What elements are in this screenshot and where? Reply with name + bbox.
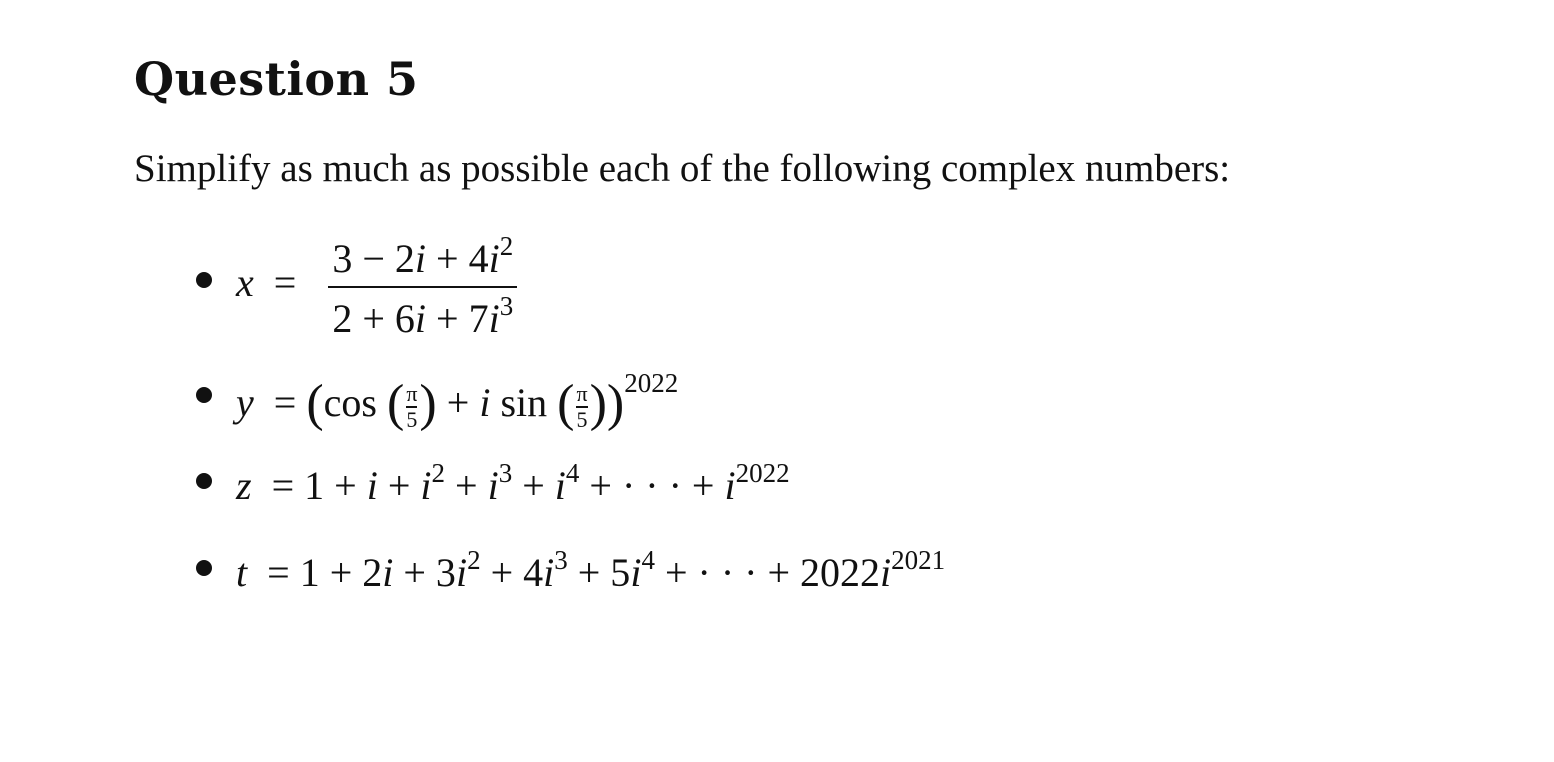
denominator: $2 + 6i + 7i^3$ bbox=[332, 291, 514, 341]
fraction-bar bbox=[328, 286, 517, 288]
equals-sign: = bbox=[273, 380, 297, 425]
bullet bbox=[196, 272, 212, 288]
cos-function: cos bbox=[323, 380, 377, 425]
variable-t: t bbox=[236, 550, 248, 595]
pi-over-5: $\frac{\pi}{5}$ bbox=[406, 381, 418, 432]
instruction-text: Simplify as much as possible each of the following complex numbers: bbox=[134, 147, 1231, 190]
exponent: 2022 bbox=[624, 368, 679, 398]
numerator: $3 - 2i + 4i^2$ bbox=[332, 231, 514, 281]
equals-sign: = bbox=[273, 260, 297, 306]
equals-sign: = bbox=[271, 463, 295, 508]
bullet bbox=[196, 387, 212, 403]
bullet bbox=[196, 560, 212, 576]
bullet bbox=[196, 473, 212, 489]
variable-x: x bbox=[236, 260, 254, 306]
fraction-x bbox=[328, 230, 517, 344]
equation-y: y = (cos $(\frac{\pi}{5}) + i$ $\sin (\frac{\pi}{5}))^{2022}$ bbox=[236, 368, 679, 432]
equation-z: $z = 1 + i + i^2 + i^3 + i^4$ + · · · + $i^{2022}$ bbox=[236, 458, 790, 508]
question-title: Question 5 bbox=[134, 52, 419, 106]
variable-y: y bbox=[236, 380, 254, 425]
equation-t: $t = 1 + 2i + 3i^2 + 4i^3 + 5i^4$ + · · · + $2022i^{2021}$ bbox=[236, 545, 946, 595]
sin-function: sin bbox=[500, 380, 548, 425]
equals-sign: = bbox=[267, 550, 290, 595]
pi-over-5: $\frac{\pi}{5}$ bbox=[576, 381, 588, 432]
equation-x bbox=[236, 230, 517, 344]
variable-z: z bbox=[236, 463, 252, 508]
